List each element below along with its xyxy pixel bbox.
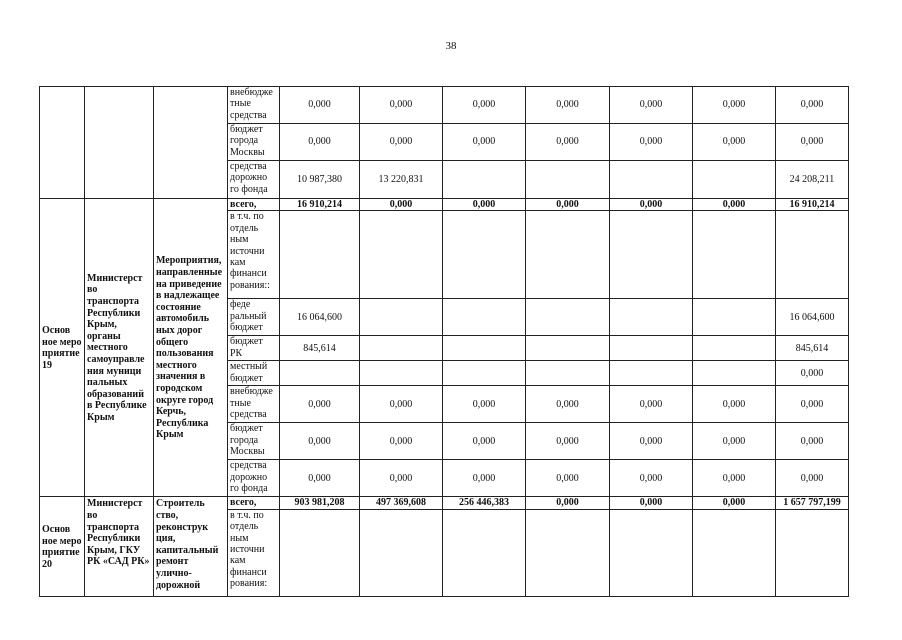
value-cell: 0,000 bbox=[610, 199, 693, 211]
value-cell bbox=[526, 299, 610, 336]
funding-source: средства дорожно го фонда bbox=[228, 161, 280, 199]
value-cell: 0,000 bbox=[526, 460, 610, 497]
value-cell bbox=[610, 361, 693, 386]
funding-source: феде ральный бюджет bbox=[228, 299, 280, 336]
funding-source: в т.ч. по отдель ным источни кам финанси рования: bbox=[228, 509, 280, 596]
value-cell: 0,000 bbox=[693, 87, 776, 124]
funding-source: бюджет города Москвы bbox=[228, 124, 280, 161]
value-cell: 0,000 bbox=[776, 361, 849, 386]
value-cell: 0,000 bbox=[280, 87, 360, 124]
page-number: 38 bbox=[445, 40, 457, 52]
value-cell bbox=[610, 211, 693, 299]
table-row bbox=[40, 497, 849, 509]
funding-source: всего, bbox=[228, 199, 280, 211]
value-cell: 0,000 bbox=[443, 199, 526, 211]
value-cell: 497 369,608 bbox=[360, 497, 443, 509]
funding-source: бюджет города Москвы bbox=[228, 423, 280, 460]
value-cell: 0,000 bbox=[443, 124, 526, 161]
value-cell: 0,000 bbox=[526, 124, 610, 161]
value-cell: 0,000 bbox=[443, 87, 526, 124]
value-cell: 845,614 bbox=[280, 336, 360, 361]
value-cell: 13 220,831 bbox=[360, 161, 443, 199]
value-cell: 0,000 bbox=[776, 87, 849, 124]
table-row bbox=[40, 199, 849, 211]
funding-source: в т.ч. по отдель ным источни кам финанси рования:: bbox=[228, 211, 280, 299]
value-cell: 0,000 bbox=[776, 460, 849, 497]
value-cell: 845,614 bbox=[776, 336, 849, 361]
value-cell: 0,000 bbox=[610, 460, 693, 497]
value-cell: 0,000 bbox=[610, 386, 693, 423]
value-cell bbox=[443, 336, 526, 361]
value-cell bbox=[610, 509, 693, 596]
funding-source: местный бюджет bbox=[228, 361, 280, 386]
value-cell: 10 987,380 bbox=[280, 161, 360, 199]
measure-label bbox=[40, 87, 85, 199]
value-cell bbox=[280, 509, 360, 596]
value-cell: 0,000 bbox=[776, 124, 849, 161]
value-cell: 0,000 bbox=[443, 386, 526, 423]
value-cell bbox=[693, 509, 776, 596]
value-cell: 0,000 bbox=[360, 87, 443, 124]
value-cell: 16 910,214 bbox=[280, 199, 360, 211]
value-cell: 0,000 bbox=[610, 423, 693, 460]
budget-table bbox=[39, 86, 849, 597]
funding-source: внебюдже тные средства bbox=[228, 87, 280, 124]
value-cell bbox=[610, 299, 693, 336]
value-cell bbox=[280, 361, 360, 386]
value-cell bbox=[776, 509, 849, 596]
responsible-executor bbox=[85, 87, 154, 199]
value-cell: 0,000 bbox=[693, 386, 776, 423]
value-cell: 0,000 bbox=[693, 124, 776, 161]
value-cell: 0,000 bbox=[360, 460, 443, 497]
value-cell: 0,000 bbox=[526, 87, 610, 124]
funding-source: внебюдже тные средства bbox=[228, 386, 280, 423]
value-cell: 0,000 bbox=[693, 423, 776, 460]
table-row bbox=[40, 87, 849, 124]
funding-source: бюджет РК bbox=[228, 336, 280, 361]
value-cell: 0,000 bbox=[360, 423, 443, 460]
value-cell: 0,000 bbox=[693, 497, 776, 509]
value-cell bbox=[693, 336, 776, 361]
value-cell: 0,000 bbox=[610, 124, 693, 161]
value-cell: 0,000 bbox=[526, 199, 610, 211]
value-cell: 256 446,383 bbox=[443, 497, 526, 509]
value-cell: 0,000 bbox=[526, 423, 610, 460]
value-cell bbox=[443, 299, 526, 336]
responsible-executor: Министерст во транспорта Республики Крым, ГКУ РК «САД РК» bbox=[85, 497, 154, 596]
value-cell bbox=[526, 509, 610, 596]
value-cell: 16 910,214 bbox=[776, 199, 849, 211]
value-cell bbox=[526, 336, 610, 361]
value-cell: 0,000 bbox=[280, 124, 360, 161]
value-cell bbox=[610, 336, 693, 361]
value-cell bbox=[443, 161, 526, 199]
value-cell bbox=[693, 299, 776, 336]
measure-description bbox=[154, 87, 228, 199]
value-cell: 24 208,211 bbox=[776, 161, 849, 199]
value-cell: 0,000 bbox=[610, 87, 693, 124]
value-cell bbox=[360, 211, 443, 299]
value-cell: 0,000 bbox=[526, 497, 610, 509]
value-cell: 0,000 bbox=[280, 386, 360, 423]
value-cell: 0,000 bbox=[360, 199, 443, 211]
value-cell bbox=[360, 336, 443, 361]
value-cell: 0,000 bbox=[443, 460, 526, 497]
value-cell: 0,000 bbox=[280, 460, 360, 497]
value-cell bbox=[693, 361, 776, 386]
value-cell bbox=[693, 211, 776, 299]
value-cell: 0,000 bbox=[443, 423, 526, 460]
value-cell: 0,000 bbox=[693, 460, 776, 497]
measure-label: Основ ное меро приятие 19 bbox=[40, 199, 85, 497]
value-cell: 903 981,208 bbox=[280, 497, 360, 509]
value-cell bbox=[610, 161, 693, 199]
value-cell: 0,000 bbox=[776, 386, 849, 423]
measure-description: Строитель ство, реконструк ция, капитальный ремонт улично- дорожной bbox=[154, 497, 228, 596]
value-cell: 0,000 bbox=[280, 423, 360, 460]
value-cell bbox=[360, 509, 443, 596]
value-cell: 0,000 bbox=[526, 386, 610, 423]
value-cell bbox=[443, 211, 526, 299]
value-cell bbox=[693, 161, 776, 199]
value-cell bbox=[443, 361, 526, 386]
value-cell: 0,000 bbox=[776, 423, 849, 460]
value-cell: 0,000 bbox=[360, 386, 443, 423]
value-cell: 0,000 bbox=[610, 497, 693, 509]
value-cell bbox=[360, 361, 443, 386]
measure-description: Мероприятия, направленные на приведение в надлежащее состояние автомобиль ных дорог общего пользования местного значения в городском округе город Керчь, Республика Крым bbox=[154, 199, 228, 497]
measure-label: Основ ное меро приятие 20 bbox=[40, 497, 85, 596]
value-cell: 0,000 bbox=[360, 124, 443, 161]
value-cell: 16 064,600 bbox=[280, 299, 360, 336]
funding-source: средства дорожно го фонда bbox=[228, 460, 280, 497]
value-cell: 16 064,600 bbox=[776, 299, 849, 336]
funding-source: всего, bbox=[228, 497, 280, 509]
responsible-executor: Министерст во транспорта Республики Крым, органы местного самоуправле ния муници пальных образований в Республике Крым bbox=[85, 199, 154, 497]
value-cell: 1 657 797,199 bbox=[776, 497, 849, 509]
value-cell bbox=[280, 211, 360, 299]
value-cell bbox=[526, 361, 610, 386]
value-cell bbox=[526, 161, 610, 199]
value-cell bbox=[360, 299, 443, 336]
value-cell bbox=[443, 509, 526, 596]
value-cell: 0,000 bbox=[693, 199, 776, 211]
value-cell bbox=[776, 211, 849, 299]
value-cell bbox=[526, 211, 610, 299]
